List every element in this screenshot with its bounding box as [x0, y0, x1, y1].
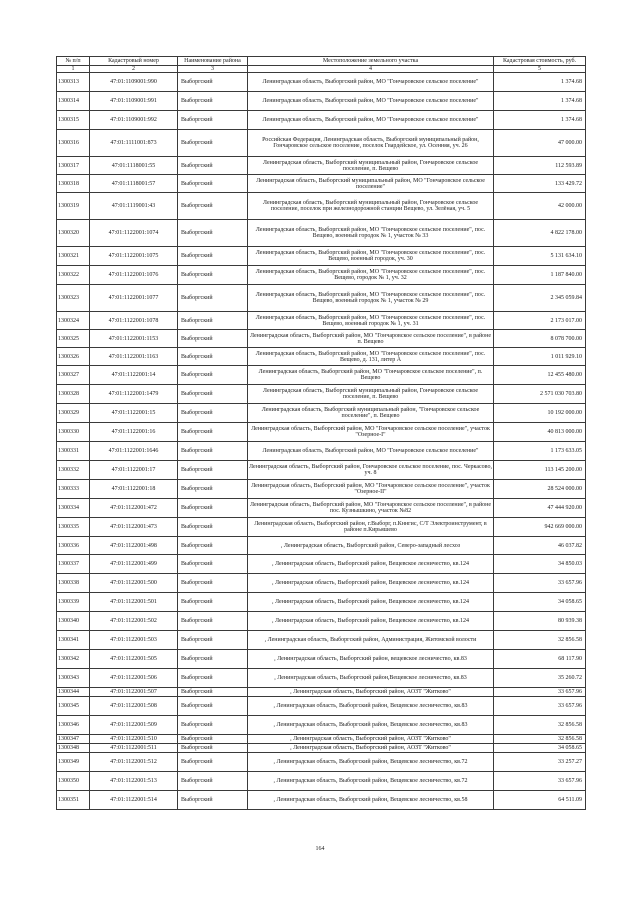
cadastral-number-cell: 47:01:1122001:1646 — [90, 442, 178, 461]
row-number-cell: 1300349 — [57, 753, 90, 772]
location-cell: , Ленинградская область, Выборгский район, вещевское лесничество, кв.83 — [248, 650, 494, 669]
district-cell: Выборгский — [178, 650, 248, 669]
cadastral-value-cell: 112 593.89 — [494, 157, 586, 175]
location-cell: , Ленинградская область, Выборгский район,Вещевское лесничество, кв.83 — [248, 669, 494, 688]
district-cell: Выборгский — [178, 385, 248, 404]
row-number-cell: 1300314 — [57, 92, 90, 111]
district-cell: Выборгский — [178, 266, 248, 285]
district-cell: Выборгский — [178, 574, 248, 593]
table-row — [57, 650, 586, 669]
district-cell: Выборгский — [178, 555, 248, 574]
cadastral-value-cell: 1 187 840.00 — [494, 266, 586, 285]
location-cell: Ленинградская область, Выборгский муниципальный район, Гончаровское сельское поселение, п. Вещево — [248, 157, 494, 175]
cadastral-number-cell: 47:01:1122001:1077 — [90, 285, 178, 312]
row-number-cell: 1300315 — [57, 111, 90, 130]
location-cell: , Ленинградская область, Выборгский район, Вещевское лесничество, кв.124 — [248, 593, 494, 612]
location-cell: Ленинградская область, Выборгский район, МО "Гончаровское сельское поселение" — [248, 92, 494, 111]
header-cadastral-number: Кадастровый номер — [90, 57, 178, 66]
table-row — [57, 285, 586, 312]
cadastral-number-cell: 47:01:1122001:503 — [90, 631, 178, 650]
location-cell: Ленинградская область, Выборгский район, Гончаровское сельское поселение, пос. Черкасово, уч. 8 — [248, 461, 494, 480]
location-cell: , Ленинградская область, Выборгский район, Вещевское лесничество, кв.124 — [248, 574, 494, 593]
location-cell: Ленинградская область, Выборгский муниципальный район, Гончаровское сельское поселение, п. Вещево — [248, 385, 494, 404]
cadastral-number-cell: 47:01:1122001:501 — [90, 593, 178, 612]
table-row — [57, 735, 586, 744]
district-cell: Выборгский — [178, 175, 248, 193]
location-cell: Ленинградская область, Выборгский район, МО "Гончаровское сельское поселение" — [248, 442, 494, 461]
location-cell: , Ленинградская область, Выборгский район, Вещевское лесничество, кв.72 — [248, 772, 494, 791]
cadastral-number-cell: 47:01:1122001:514 — [90, 791, 178, 810]
cadastral-value-cell: 33 657.96 — [494, 772, 586, 791]
table-row — [57, 537, 586, 555]
district-cell: Выборгский — [178, 461, 248, 480]
cadastral-value-cell: 2 571 030 703.80 — [494, 385, 586, 404]
location-cell: Ленинградская область, Выборгский район, МО "Гончаровское сельское поселение", пос. Вещево, военный городок № 1, участок № 29 — [248, 285, 494, 312]
table-row — [57, 716, 586, 735]
cadastral-number-cell: 47:01:1119001:43 — [90, 193, 178, 220]
district-cell: Выборгский — [178, 612, 248, 631]
location-cell: , Ленинградская область, Выборгский район, АОЗТ "Житково" — [248, 688, 494, 697]
row-number-cell: 1300326 — [57, 348, 90, 366]
cadastral-number-cell: 47:01:1122001:512 — [90, 753, 178, 772]
cadastral-value-cell: 4 822 178.00 — [494, 220, 586, 247]
row-number-cell: 1300317 — [57, 157, 90, 175]
cadastral-number-cell: 47:01:1122001:510 — [90, 735, 178, 744]
district-cell: Выборгский — [178, 753, 248, 772]
cadastral-number-cell: 47:01:1122001:16 — [90, 423, 178, 442]
cadastral-value-cell: 40 813 000.00 — [494, 423, 586, 442]
cadastral-value-cell: 8 078 700.00 — [494, 330, 586, 348]
location-cell: Ленинградская область, Выборгский район, г.Выборг, п.Кннгис, С/Т Электроинструмент, в районе п.Кирьяшево — [248, 518, 494, 537]
table-row — [57, 404, 586, 423]
row-number-cell: 1300351 — [57, 791, 90, 810]
district-cell: Выборгский — [178, 480, 248, 499]
cadastral-number-cell: 47:01:1122001:506 — [90, 669, 178, 688]
district-cell: Выборгский — [178, 73, 248, 92]
row-number-cell: 1300322 — [57, 266, 90, 285]
table-row — [57, 247, 586, 266]
district-cell: Выборгский — [178, 688, 248, 697]
table-body — [57, 73, 586, 810]
row-number-cell: 1300318 — [57, 175, 90, 193]
table-row — [57, 791, 586, 810]
location-cell: , Ленинградская область, Выборгский район, Администрация, Житомской волости — [248, 631, 494, 650]
cadastral-value-cell: 32 856.58 — [494, 735, 586, 744]
table-row — [57, 385, 586, 404]
location-cell: Ленинградская область, Выборгский район, МО "Гончаровское сельское поселение", участок "Озерное-I" — [248, 423, 494, 442]
row-number-cell: 1300335 — [57, 518, 90, 537]
row-number-cell: 1300331 — [57, 442, 90, 461]
cadastral-number-cell: 47:01:1122001:18 — [90, 480, 178, 499]
document-sheet — [56, 56, 585, 810]
table-row — [57, 555, 586, 574]
location-cell: Ленинградская область, Выборгский район, МО "Гончаровское сельское поселение", пос. Вещево, военный городок № 1, уч. 31 — [248, 312, 494, 330]
row-number-cell: 1300348 — [57, 744, 90, 753]
table-row — [57, 744, 586, 753]
location-cell: Ленинградская область, Выборгский район, МО "Гончаровское сельское поселение", пос. Вещево, военный городок № 1, участок № 33 — [248, 220, 494, 247]
district-cell: Выборгский — [178, 791, 248, 810]
row-number-cell: 1300328 — [57, 385, 90, 404]
district-cell: Выборгский — [178, 220, 248, 247]
cadastral-number-cell: 47:01:1109001:991 — [90, 92, 178, 111]
cadastral-number-cell: 47:01:1122001:498 — [90, 537, 178, 555]
district-cell: Выборгский — [178, 157, 248, 175]
cadastral-value-cell: 80 939.38 — [494, 612, 586, 631]
cadastral-value-cell: 1 374.68 — [494, 111, 586, 130]
table-row — [57, 366, 586, 385]
cadastral-number-cell: 47:01:1122001:1479 — [90, 385, 178, 404]
district-cell: Выборгский — [178, 285, 248, 312]
row-number-cell: 1300313 — [57, 73, 90, 92]
row-number-cell: 1300336 — [57, 537, 90, 555]
row-number-cell: 1300342 — [57, 650, 90, 669]
column-number: 1 — [57, 66, 90, 73]
row-number-cell: 1300345 — [57, 697, 90, 716]
cadastral-number-cell: 47:01:1122001:500 — [90, 574, 178, 593]
cadastral-value-cell: 68 117.90 — [494, 650, 586, 669]
cadastral-value-cell: 64 511.09 — [494, 791, 586, 810]
row-number-cell: 1300324 — [57, 312, 90, 330]
cadastral-value-cell: 34 058.65 — [494, 593, 586, 612]
cadastral-value-cell: 33 257.27 — [494, 753, 586, 772]
cadastral-number-cell: 47:01:1122001:513 — [90, 772, 178, 791]
district-cell: Выборгский — [178, 92, 248, 111]
table-row — [57, 442, 586, 461]
cadastral-number-cell: 47:01:1122001:1163 — [90, 348, 178, 366]
district-cell: Выборгский — [178, 735, 248, 744]
location-cell: , Ленинградская область, Выборгский район, Вещевское лесничество, кв.124 — [248, 555, 494, 574]
table-row — [57, 92, 586, 111]
cadastral-value-cell: 133 429.72 — [494, 175, 586, 193]
table-row — [57, 130, 586, 157]
location-cell: Ленинградская область, Выборгский муниципальный район, МО "Гончаровское сельское поселение" — [248, 175, 494, 193]
column-number: 4 — [248, 66, 494, 73]
district-cell: Выборгский — [178, 593, 248, 612]
location-cell: Ленинградская область, Выборгский район, МО "Гончаровское сельское поселение", п. Вещево — [248, 366, 494, 385]
table-row — [57, 593, 586, 612]
header-district-name: Наименование района — [178, 57, 248, 66]
district-cell: Выборгский — [178, 518, 248, 537]
cadastral-value-table — [56, 56, 586, 810]
district-cell: Выборгский — [178, 669, 248, 688]
cadastral-number-cell: 47:01:1122001:509 — [90, 716, 178, 735]
district-cell: Выборгский — [178, 697, 248, 716]
location-cell: Ленинградская область, Выборгский район, МО "Гончаровское сельское поселение" — [248, 111, 494, 130]
row-number-cell: 1300329 — [57, 404, 90, 423]
location-cell: , Ленинградская область, Выборгский район, АОЗТ "Житково" — [248, 744, 494, 753]
cadastral-value-cell: 32 856.58 — [494, 716, 586, 735]
cadastral-number-cell: 47:01:1118001:57 — [90, 175, 178, 193]
district-cell: Выборгский — [178, 366, 248, 385]
table-row — [57, 157, 586, 175]
table-row — [57, 518, 586, 537]
cadastral-number-cell: 47:01:1122001:502 — [90, 612, 178, 631]
location-cell: , Ленинградская область, Выборгский район, Вещевское лесничество, кв.58 — [248, 791, 494, 810]
cadastral-value-cell: 5 131 634.10 — [494, 247, 586, 266]
table-row — [57, 266, 586, 285]
cadastral-number-cell: 47:01:1122001:511 — [90, 744, 178, 753]
cadastral-number-cell: 47:01:1111001:873 — [90, 130, 178, 157]
cadastral-value-cell: 34 850.03 — [494, 555, 586, 574]
table-row — [57, 330, 586, 348]
cadastral-value-cell: 1 374.68 — [494, 73, 586, 92]
table-row — [57, 348, 586, 366]
row-number-cell: 1300327 — [57, 366, 90, 385]
district-cell: Выборгский — [178, 537, 248, 555]
cadastral-number-cell: 47:01:1122001:17 — [90, 461, 178, 480]
district-cell: Выборгский — [178, 631, 248, 650]
district-cell: Выборгский — [178, 442, 248, 461]
row-number-cell: 1300343 — [57, 669, 90, 688]
table-row — [57, 193, 586, 220]
row-number-cell: 1300325 — [57, 330, 90, 348]
header-location: Местоположение земельного участка — [248, 57, 494, 66]
row-number-cell: 1300337 — [57, 555, 90, 574]
row-number-cell: 1300332 — [57, 461, 90, 480]
table-header-row — [57, 57, 586, 66]
district-cell: Выборгский — [178, 716, 248, 735]
location-cell: , Ленинградская область, Выборгский район, Вещевское лесничество, кв.83 — [248, 697, 494, 716]
row-number-cell: 1300339 — [57, 593, 90, 612]
location-cell: Ленинградская область, Выборгский район, МО "Гончаровское сельское поселение" — [248, 73, 494, 92]
cadastral-value-cell: 42 000.00 — [494, 193, 586, 220]
header-cadastral-value: Кадастровая стоимость, руб. — [494, 57, 586, 66]
district-cell: Выборгский — [178, 193, 248, 220]
cadastral-value-cell: 113 145 200.00 — [494, 461, 586, 480]
cadastral-value-cell: 32 856.58 — [494, 631, 586, 650]
cadastral-number-cell: 47:01:1122001:499 — [90, 555, 178, 574]
row-number-cell: 1300334 — [57, 499, 90, 518]
table-row — [57, 220, 586, 247]
row-number-cell: 1300321 — [57, 247, 90, 266]
table-row — [57, 574, 586, 593]
cadastral-value-cell: 1 011 929.10 — [494, 348, 586, 366]
district-cell: Выборгский — [178, 348, 248, 366]
cadastral-value-cell: 1 374.68 — [494, 92, 586, 111]
row-number-cell: 1300350 — [57, 772, 90, 791]
table-row — [57, 612, 586, 631]
table-row — [57, 423, 586, 442]
location-cell: Ленинградская область, Выборгский муниципальный район, "Гончаровское сельское поселение", п. Вещево — [248, 404, 494, 423]
location-cell: Ленинградская область, Выборгский район, МО "Гончаровское сельское поселение", в районе пос. Кузнышкино, участок №82 — [248, 499, 494, 518]
cadastral-number-cell: 47:01:1118001:55 — [90, 157, 178, 175]
location-cell: Ленинградская область, Выборгский район, МО "Гончаровское сельское поселение", пос. Вещево, военный городок, уч. 30 — [248, 247, 494, 266]
table-row — [57, 175, 586, 193]
cadastral-value-cell: 12 455 480.00 — [494, 366, 586, 385]
row-number-cell: 1300344 — [57, 688, 90, 697]
table-row — [57, 631, 586, 650]
row-number-cell: 1300338 — [57, 574, 90, 593]
table-row — [57, 312, 586, 330]
cadastral-number-cell: 47:01:1122001:15 — [90, 404, 178, 423]
location-cell: , Ленинградская область, Выборгский район, Северо-западный лесхоз — [248, 537, 494, 555]
cadastral-value-cell: 35 260.72 — [494, 669, 586, 688]
table-row — [57, 772, 586, 791]
location-cell: , Ленинградская область, Выборгский район, АОЗТ "Житково" — [248, 735, 494, 744]
row-number-cell: 1300316 — [57, 130, 90, 157]
row-number-cell: 1300320 — [57, 220, 90, 247]
cadastral-number-cell: 47:01:1122001:505 — [90, 650, 178, 669]
column-number: 2 — [90, 66, 178, 73]
location-cell: , Ленинградская область, Выборгский район, Вещевское лесничество, кв.72 — [248, 753, 494, 772]
column-number: 3 — [178, 66, 248, 73]
district-cell: Выборгский — [178, 744, 248, 753]
cadastral-value-cell: 33 657.96 — [494, 697, 586, 716]
district-cell: Выборгский — [178, 423, 248, 442]
cadastral-number-cell: 47:01:1122001:14 — [90, 366, 178, 385]
district-cell: Выборгский — [178, 312, 248, 330]
row-number-cell: 1300341 — [57, 631, 90, 650]
table-row — [57, 111, 586, 130]
row-number-cell: 1300330 — [57, 423, 90, 442]
header-row-number: № п/п — [57, 57, 90, 66]
row-number-cell: 1300340 — [57, 612, 90, 631]
cadastral-value-cell: 1 173 633.05 — [494, 442, 586, 461]
row-number-cell: 1300319 — [57, 193, 90, 220]
cadastral-number-cell: 47:01:1122001:507 — [90, 688, 178, 697]
cadastral-number-cell: 47:01:1122001:1076 — [90, 266, 178, 285]
page-number: 164 — [315, 846, 325, 852]
cadastral-value-cell: 2 345 059.84 — [494, 285, 586, 312]
cadastral-value-cell: 47 444 920.00 — [494, 499, 586, 518]
table-row — [57, 753, 586, 772]
cadastral-value-cell: 46 037.82 — [494, 537, 586, 555]
district-cell: Выборгский — [178, 404, 248, 423]
cadastral-value-cell: 942 669 000.00 — [494, 518, 586, 537]
district-cell: Выборгский — [178, 330, 248, 348]
row-number-cell: 1300347 — [57, 735, 90, 744]
row-number-cell: 1300333 — [57, 480, 90, 499]
district-cell: Выборгский — [178, 772, 248, 791]
cadastral-number-cell: 47:01:1109001:990 — [90, 73, 178, 92]
cadastral-value-cell: 2 173 017.00 — [494, 312, 586, 330]
district-cell: Выборгский — [178, 247, 248, 266]
cadastral-number-cell: 47:01:1109001:992 — [90, 111, 178, 130]
table-row — [57, 697, 586, 716]
cadastral-value-cell: 34 058.65 — [494, 744, 586, 753]
table-row — [57, 669, 586, 688]
location-cell: Ленинградская область, Выборгский район, МО "Гончаровское сельское поселение", участок "Озерное-II" — [248, 480, 494, 499]
location-cell: Ленинградская область, Выборгский муниципальный район, Гончаровское сельское поселение, поселок при железнодорожной станции Вещево, ул. Зелёная, уч. 5 — [248, 193, 494, 220]
location-cell: Ленинградская область, Выборгский район, МО "Гончаровское сельское поселение", в районе п. Вещево — [248, 330, 494, 348]
column-number: 5 — [494, 66, 586, 73]
row-number-cell: 1300346 — [57, 716, 90, 735]
cadastral-number-cell: 47:01:1122001:473 — [90, 518, 178, 537]
row-number-cell: 1300323 — [57, 285, 90, 312]
table-row — [57, 461, 586, 480]
location-cell: Российская Федерация, Ленинградская область, Выборгский муниципальный район, Гончаровское сельское поселение, поселок Гвардейское, ул. Осенняя, уч. 26 — [248, 130, 494, 157]
location-cell: Ленинградская область, Выборгский район, МО "Гончаровское сельское поселение", пос. Вещево, д. 131, литер А — [248, 348, 494, 366]
cadastral-number-cell: 47:01:1122001:1074 — [90, 220, 178, 247]
location-cell: , Ленинградская область, Выборгский район, Вещевское лесничество, кв.124 — [248, 612, 494, 631]
cadastral-number-cell: 47:01:1122001:1153 — [90, 330, 178, 348]
cadastral-value-cell: 10 192 000.00 — [494, 404, 586, 423]
location-cell: , Ленинградская область, Выборгский район, Вещевское лесничество, кв.83 — [248, 716, 494, 735]
cadastral-number-cell: 47:01:1122001:1075 — [90, 247, 178, 266]
district-cell: Выборгский — [178, 499, 248, 518]
cadastral-number-cell: 47:01:1122001:1078 — [90, 312, 178, 330]
cadastral-number-cell: 47:01:1122001:508 — [90, 697, 178, 716]
location-cell: Ленинградская область, Выборгский район, МО "Гончаровское сельское поселение", пос. Вещево, городок № 1, уч. 32 — [248, 266, 494, 285]
table-row — [57, 688, 586, 697]
table-row — [57, 73, 586, 92]
table-column-number-row — [57, 66, 586, 73]
table-row — [57, 480, 586, 499]
cadastral-value-cell: 28 524 000.00 — [494, 480, 586, 499]
cadastral-value-cell: 47 000.00 — [494, 130, 586, 157]
cadastral-value-cell: 33 657.96 — [494, 574, 586, 593]
district-cell: Выборгский — [178, 130, 248, 157]
cadastral-value-cell: 33 657.96 — [494, 688, 586, 697]
district-cell: Выборгский — [178, 111, 248, 130]
table-row — [57, 499, 586, 518]
cadastral-number-cell: 47:01:1122001:472 — [90, 499, 178, 518]
